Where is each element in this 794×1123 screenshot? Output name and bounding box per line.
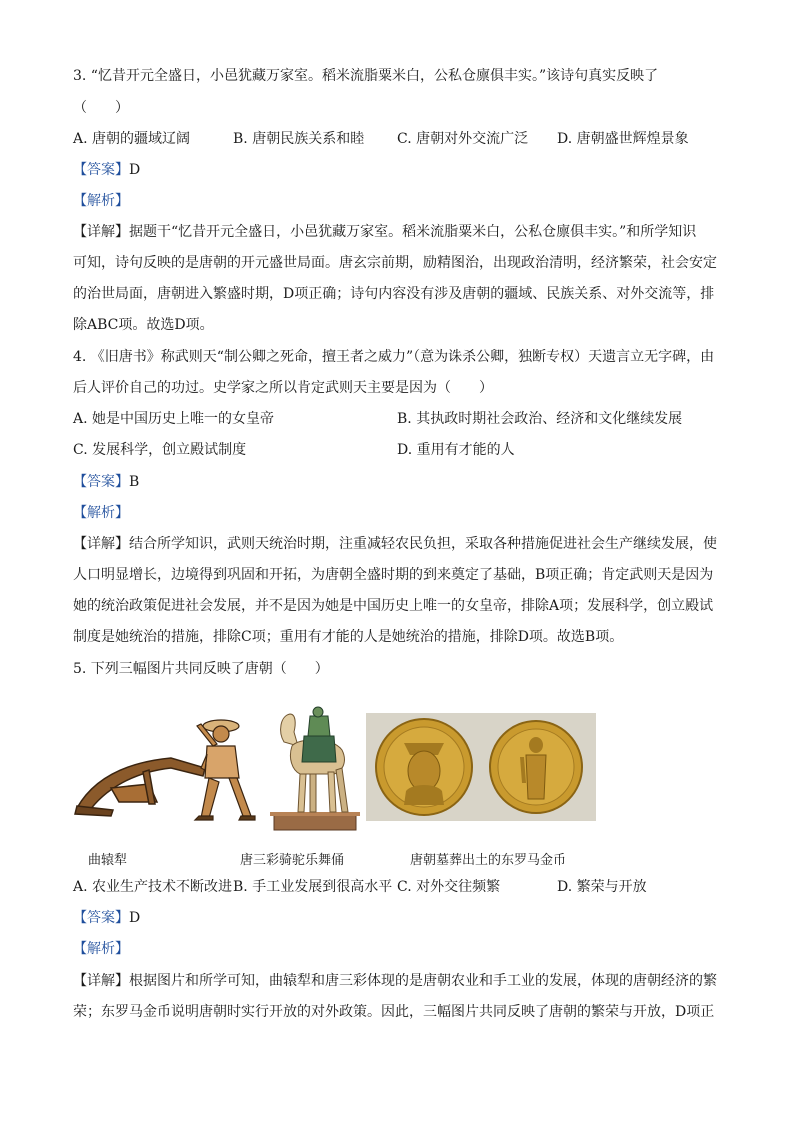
q3-option-b: B. 唐朝民族关系和睦 <box>233 131 365 147</box>
q3-paren: （ ） <box>73 100 129 116</box>
answer-value: D <box>129 162 141 178</box>
q5-stem: 5. 下列三幅图片共同反映了唐朝（ ） <box>73 661 329 677</box>
q3-detail-line-3: 的治世局面，唐朝进入繁盛时期，D项正确；诗句内容没有涉及唐朝的疆域、民族关系、对外交流等，排 <box>73 286 715 302</box>
detail-label: 【详解】 <box>73 224 129 240</box>
q5-detail-line-1 <box>73 971 721 991</box>
q4-detail-line-1 <box>73 534 721 554</box>
q4-detail-line-4: 制度是她统治的措施，排除C项；重用有才能的人是她统治的措施，排除D项。故选B项。 <box>73 629 624 645</box>
caption-tang-sancai: 唐三彩骑驼乐舞俑 <box>240 853 345 868</box>
q4-analysis-label: 【解析】 <box>73 505 129 521</box>
q5-option-a: A. 农业生产技术不断改进 <box>73 879 233 895</box>
q5-option-b: B. 手工业发展到很高水平 <box>233 879 393 895</box>
q4-detail-line-3: 她的统治政策促进社会发展，并不是因为她是中国历史上唯一的女皇帝，排除A项；发展科学，创立殿试 <box>73 598 714 614</box>
detail-text: 结合所学知识，武则天统治时期，注重减轻农民负担，采取各种措施促进社会生产继续发展，使 <box>129 536 717 552</box>
q3-detail-line-2: 可知，诗句反映的是唐朝的开元盛世局面。唐玄宗前期，励精图治，出现政治清明，经济繁荣，社会安定 <box>73 255 717 271</box>
q3-option-a: A. 唐朝的疆域辽阔 <box>73 131 191 147</box>
caption-curved-plough: 曲辕犁 <box>88 853 128 868</box>
q3-stem: 3. “忆昔开元全盛日，小邑犹藏万家室。稻米流脂粟米白，公私仓廪俱丰实。”该诗句真实反映了 <box>73 68 659 84</box>
answer-label: 【答案】 <box>73 910 129 926</box>
q5-option-c: C. 对外交往频繁 <box>397 879 501 895</box>
q3-answer <box>73 160 140 180</box>
tang-sancai-camel-figure <box>270 702 360 832</box>
q4-answer <box>73 472 139 492</box>
detail-text: 根据图片和所学可知，曲辕犁和唐三彩体现的是唐朝农业和手工业的发展，体现的唐朝经济的繁 <box>129 973 717 989</box>
answer-value: D <box>129 910 141 926</box>
q4-option-d: D. 重用有才能的人 <box>397 442 515 458</box>
q5-answer <box>73 908 140 928</box>
q5-option-d: D. 繁荣与开放 <box>557 879 647 895</box>
q3-option-c: C. 唐朝对外交流广泛 <box>397 131 529 147</box>
detail-label: 【详解】 <box>73 536 129 552</box>
byzantine-gold-coins-photo <box>366 713 596 821</box>
q4-option-a: A. 她是中国历史上唯一的女皇帝 <box>73 411 275 427</box>
q3-analysis-label: 【解析】 <box>73 193 129 209</box>
answer-label: 【答案】 <box>73 474 129 490</box>
q3-detail-line-4: 除ABC项。故选D项。 <box>73 317 214 333</box>
detail-label: 【详解】 <box>73 973 129 989</box>
caption-roman-coin: 唐朝墓葬出土的东罗马金币 <box>410 853 567 868</box>
answer-value: B <box>129 474 140 490</box>
detail-text: 据题干“忆昔开元全盛日，小邑犹藏万家室。稻米流脂粟米白，公私仓廪俱丰实。”和所学知识 <box>129 224 697 240</box>
q3-detail-line-1 <box>73 222 721 242</box>
q3-option-d: D. 唐朝盛世辉煌景象 <box>557 131 689 147</box>
q4-option-b: B. 其执政时期社会政治、经济和文化继续发展 <box>397 411 683 427</box>
q4-stem-line-2: 后人评价自己的功过。史学家之所以肯定武则天主要是因为（ ） <box>73 380 493 396</box>
q4-detail-line-2: 人口明显增长，边境得到巩固和开拓，为唐朝全盛时期的到来奠定了基础，B项正确；肯定武则天是因为 <box>73 567 714 583</box>
q5-analysis-label: 【解析】 <box>73 941 129 957</box>
q4-stem-line-1: 4. 《旧唐书》称武则天“制公卿之死命，擅王者之威力”（意为诛杀公卿，独断专权）天遗言立无字碑，由 <box>73 349 715 365</box>
q4-option-c: C. 发展科学，创立殿试制度 <box>73 442 247 458</box>
q5-detail-line-2: 荣；东罗马金币说明唐朝时实行开放的对外政策。因此，三幅图片共同反映了唐朝的繁荣与开放，D项正 <box>73 1004 715 1020</box>
curved-plough-illustration <box>73 706 263 824</box>
answer-label: 【答案】 <box>73 162 129 178</box>
